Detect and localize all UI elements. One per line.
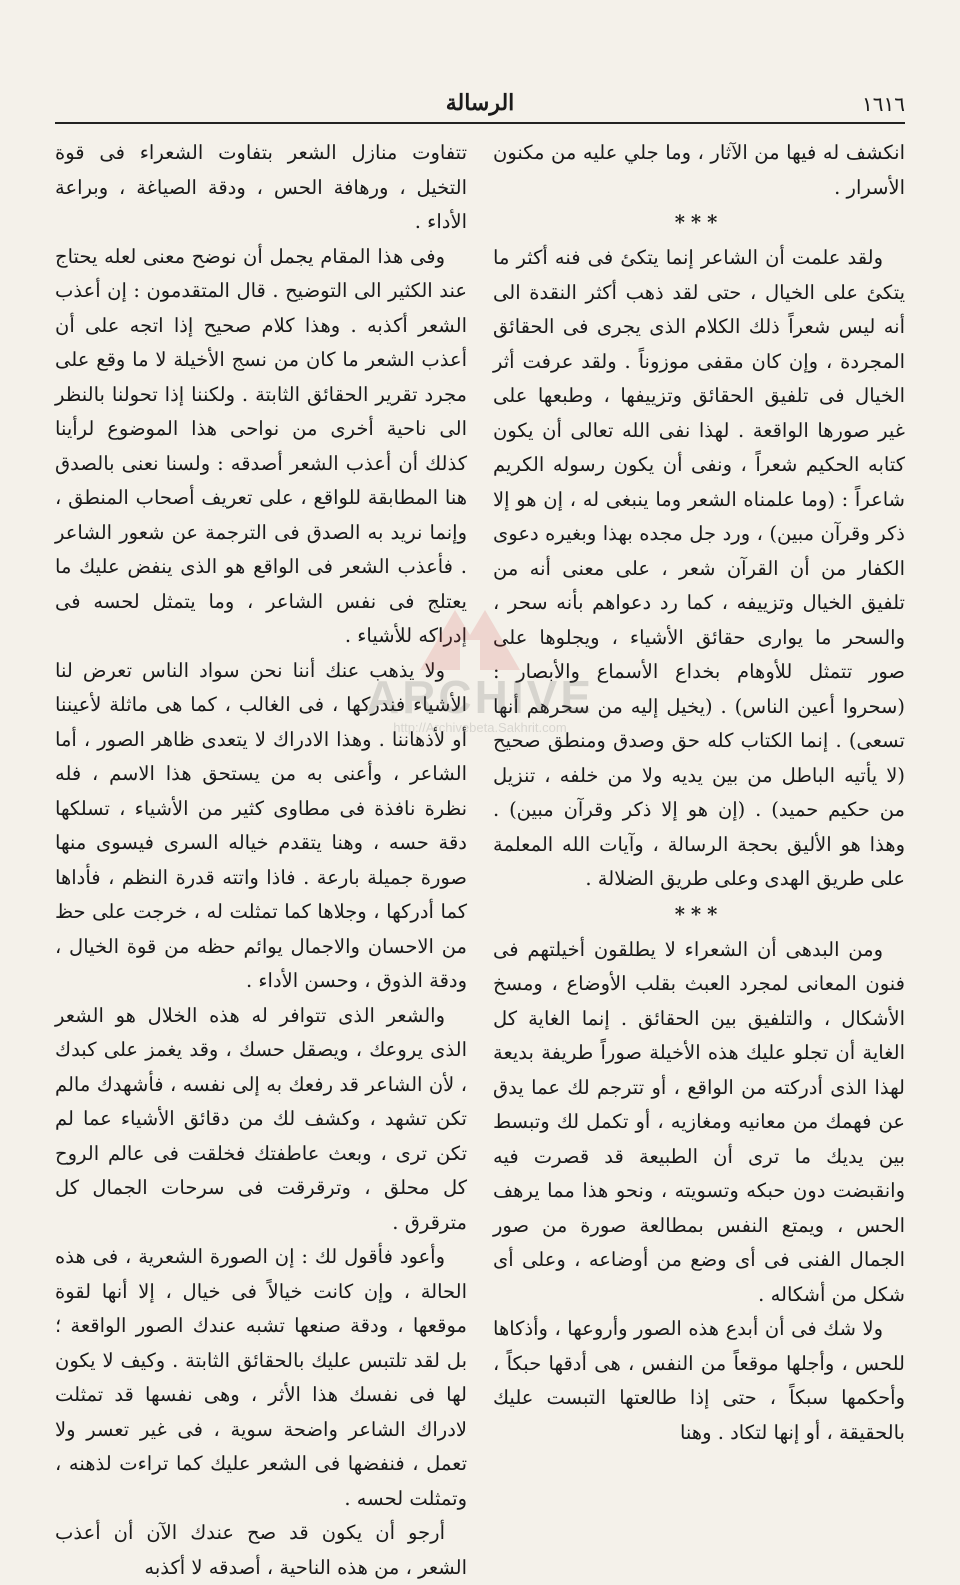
watermark-url: http://Archivebeta.Sakhrit.com <box>393 720 567 735</box>
right-column <box>493 136 905 1444</box>
page-number: ١٦١٦ <box>862 92 905 116</box>
paragraph: ولا شك فى أن أبدع هذه الصور وأروعها ، وأذكاها للحس ، وأجلها موقعاً من النفس ، هى أدقها حبكاً ، وأحكمها سبكاً ، حتى إذا طالعتها التبست عليك بالحقيقة ، أو إنها لتكاد . وهنا <box>493 1317 905 1444</box>
section-separator: *** <box>674 211 724 234</box>
watermark-text: ARCHIVE <box>365 671 595 723</box>
paragraph: تتفاوت منازل الشعر بتفاوت الشعراء فى قوة التخيل ، ورهافة الحس ، ودقة الصياغة ، وبراعة الأداء . <box>55 141 467 233</box>
paragraph: ولا يذهب عنك أننا نحن سواد الناس تعرض لنا الأشياء فندركها ، فى الغالب ، كما هى ماثلة لأعيننا أو لأذهاننا . وهذا الادراك لا يتعدى ظاهر الصور ، أما الشاعر ، وأعنى به من يستحق هذا الاسم ، فله نظرة نافذة فى مطاوى كثير من الأشياء ، تسلكها دقة حسه ، وهنا يتقدم خياله السرى فيسوى منها صورة جميلة بارعة . فاذا واتته قدرة النظم ، فأداها كما أدركها ، وجلاها كما تمثلت له ، خرجت على حظ من الاحسان والاجمال يوائم حظه من قوة الخيال ، ودقة الذوق ، وحسن الأداء . <box>55 658 467 992</box>
paragraph: ومن البدهى أن الشعراء لا يطلقون أخيلتهم فى فنون المعانى لمجرد العبث بقلب الأوضاع ، ومسخ الأشكال ، والتلفيق بين الحقائق . إنما الغاية كل الغاية أن تجلو عليك هذه الأخيلة صوراً طريفة بديعة لهذا الذى أدركته من الواقع ، أو تترجم لك عما يدق عن فهمك من معانيه ومغازيه ، أو تكمل لك وتبسط بين يديك ما ترى أن الطبيعة قد قصرت فيه وانقبضت دون حبكه وتسويته ، ونحو هذا مما يرهف الحس ، ويمتع النفس بمطالعة صورة من صور الجمال الفنى فى أى وضع من أوضاعه ، وعلى أى شكل من أشكاله . <box>493 937 905 1306</box>
section-separator: *** <box>674 902 724 926</box>
paragraph: ولقد علمت أن الشاعر إنما يتكئ فى فنه أكثر ما يتكئ على الخيال ، حتى لقد ذهب أكثر النقدة الى أنه ليس شعراً ذلك الكلام الذى يجرى فى الحقائق المجردة ، وإن كان مقفى موزوناً . ولقد عرفت أثر الخيال فى تلفيق الحقائق وتزييفها ، وطبعها على غير صورها الواقعة . لهذا نفى الله تعالى أن يكون كتابه الحكيم شعراً ، ونفى أن يكون رسوله الكريم شاعراً : (وما علمناه الشعر وما ينبغى له ، إن هو إلا ذكر وقرآن مبين) ، ورد جل مجده بهذا وبغيره دعوى الكفار من أن القرآن شعر ، على معنى أنه من تلفيق الخيال وتزييفه ، كما رد دعواهم بأنه سحر ، والسحر ما يوارى حقائق الأشياء ، ويجلوها على صور تتمثل للأوهام بخداع الأسماع والأبصار : (سحروا أعين الناس) . (يخيل إليه من سحرهم أنها تسعى) . إنما الكتاب كله حق وصدق ومنطق صحيح (لا يأتيه الباطل من بين يديه ولا من خلفه ، تنزيل من حكيم حميد) . (إن هو إلا ذكر وقرآن مبين) . وهذا هو الأليق بحجة الرسالة ، وآيات الله المعلمة على طريق الهدى وعلى طريق الضلالة . <box>493 246 905 890</box>
page-header <box>55 88 905 120</box>
paragraph: وفى هذا المقام يجمل أن نوضح معنى لعله يحتاج عند الكثير الى التوضيح . قال المتقدمون : إن أعذب الشعر أكذبه . وهذا كلام صحيح إذا اتجه على أن أعذب الشعر ما كان من نسج الأخيلة لا ما وقع على مجرد تقرير الحقائق الثابتة . ولكننا إذا تحولنا بالنظر الى ناحية أخرى من نواحى هذا الموضوع لرأينا كذلك أن أعذب الشعر أصدقه : ولسنا نعنى بالصدق هنا المطابقة للواقع ، على تعريف أصحاب المنطق ، وإنما نريد به الصدق فى الترجمة عن شعور الشاعر . فأعذب الشعر فى الواقع هو الذى ينفض عليك ما يعتلج فى نفس الشاعر ، وما يتمثل لحسه فى إدراكه للأشياء . <box>55 244 467 647</box>
left-column <box>55 136 467 1579</box>
paragraph: انكشف له فيها من الآثار ، وما جلي عليه من مكنون الأسرار . <box>493 141 905 199</box>
paragraph: والشعر الذى تتوافر له هذه الخلال هو الشعر الذى يروعك ، ويصقل حسك ، وقد يغمز على كبدك ، لأن الشاعر قد رفعك به إلى نفسه ، فأشهدك مالم تكن تشهد ، وكشف لك من دقائق الأشياء عما لم تكن ترى ، وبعث عاطفتك فخلقت فى عالم الروح كل محلق ، وترقرقت فى سرحات الجمال كل مترقرق . <box>55 1003 467 1234</box>
paragraph: وأعود فأقول لك : إن الصورة الشعرية ، فى هذه الحالة ، وإن كانت خيالاً فى خيال ، إلا أنها لقوة موقعها ، ودقة صنعها تشبه عندك الصور الواقعة ؛ بل لقد تلتبس عليك بالحقائق الثابتة . وكيف لا يكون لها فى نفسك هذا الأثر ، وهى نفسها قد تمثلت لادراك الشاعر واضحة سوية ، فى غير تعسر ولا تعمل ، فنفضها فى الشعر عليك كما تراءت لذهنه ، وتمثلت لحسه . <box>55 1245 467 1510</box>
paragraph: أرجو أن يكون قد صح عندك الآن أن أعذب الشعر ، من هذه الناحية ، أصدقه لا أكذبه <box>55 1521 467 1579</box>
running-title: الرسالة <box>445 90 515 116</box>
header-rule <box>55 122 905 124</box>
